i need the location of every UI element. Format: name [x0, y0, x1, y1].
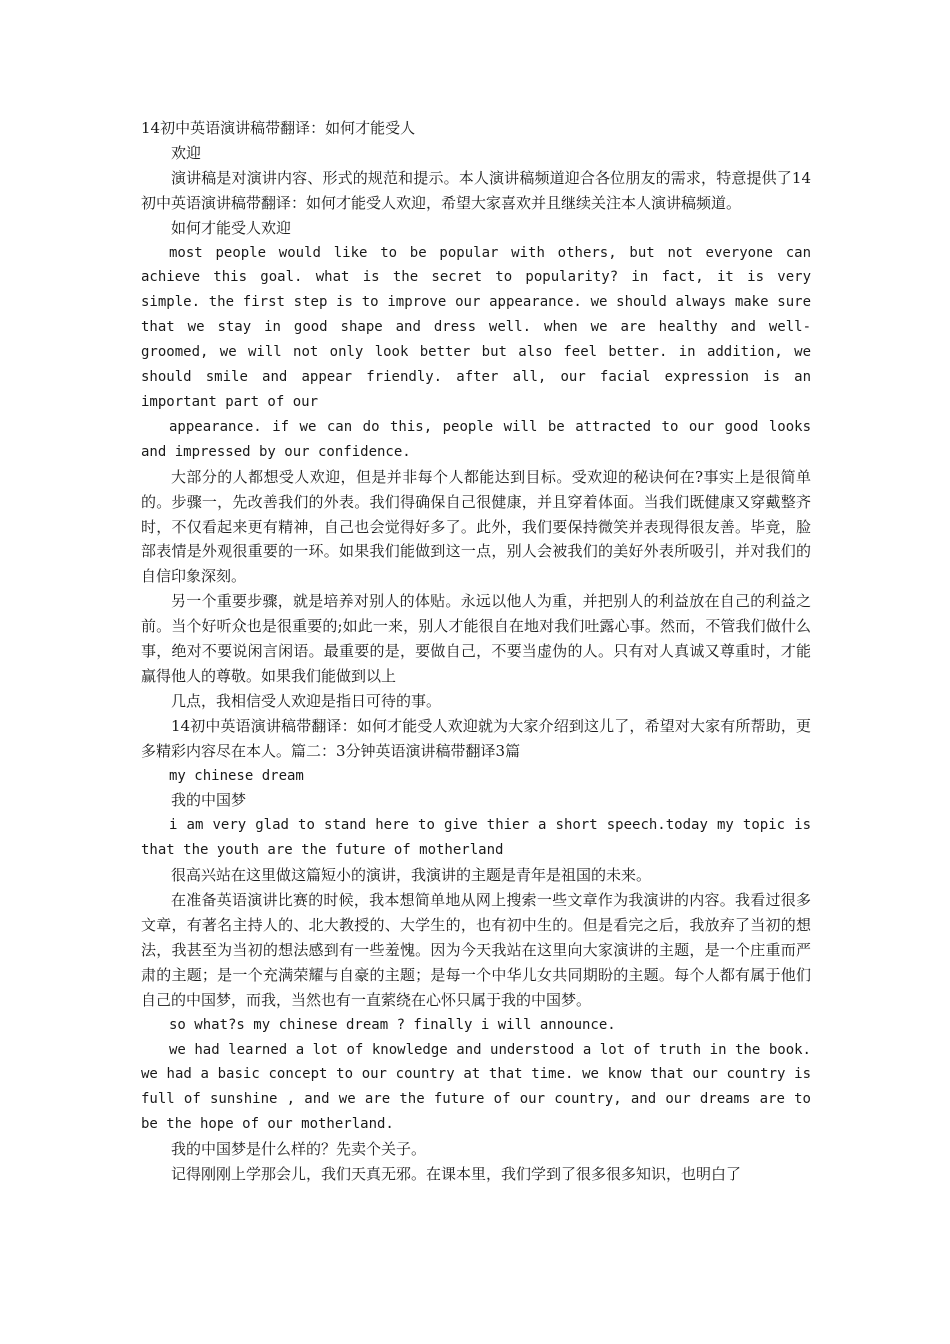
paragraph: 欢迎 [171, 143, 202, 162]
section-heading: 我的中国梦 [171, 791, 247, 810]
paragraph: 几点，我相信受人欢迎是指日可待的事。 [171, 691, 442, 710]
paragraph: 另一个重要步骤，就是培养对别人的体贴。永远以他人为重，并把别人的利益放在自己的利益之前。当个好听众也是很重要的;如此一来，别人才能很自在地对我们吐露心事。然而，不管我们做什么事，绝对不要说闲言闲语。最重要的是，要做自己，不要当虚伪的人。只有对人真诚又尊重时，才能赢得他人的尊敬。如果我们能做到以上 [141, 592, 811, 685]
document-page [141, 116, 811, 1187]
paragraph-english: we had learned a lot of knowledge and understood a lot of truth in the book. we had a basic concept to our country at that time. we know that our country is full of sunshine , and we are the future of our country, and our dreams are to be the hope of our motherland. [141, 1041, 811, 1133]
paragraph-english: so what?s my chinese dream ? finally i will announce. [169, 1016, 616, 1033]
paragraph: 我的中国梦是什么样的？先卖个关子。 [171, 1140, 427, 1159]
section-heading-english: my chinese dream [169, 767, 304, 784]
paragraph: 记得刚刚上学那会儿，我们天真无邪。在课本里，我们学到了很多很多知识，也明白了 [171, 1165, 742, 1184]
document-title: 14初中英语演讲稿带翻译：如何才能受人 [141, 119, 416, 137]
paragraph-english: appearance. if we can do this, people will be attracted to our good looks and impressed by our confidence. [141, 418, 811, 460]
paragraph-english: most people would like to be popular with others, but not everyone can achieve this goal. what is the secret to popularity? in fact, it is very simple. the first step is to improve our appearance. we should always make sure that we stay in good shape and dress well. when we are healthy and well-groomed, we will not only look better but also feel better. in addition, we should smile and appear friendly. after all, our facial expression is an important part of our [141, 244, 811, 410]
paragraph: 演讲稿是对演讲内容、形式的规范和提示。本人演讲稿频道迎合各位朋友的需求，特意提供了14初中英语演讲稿带翻译：如何才能受人欢迎，希望大家喜欢并且继续关注本人演讲稿频道。 [141, 168, 811, 212]
paragraph-english: i am very glad to stand here to give thier a short speech.today my topic is that the youth are the future of motherland [141, 817, 811, 859]
paragraph: 在准备英语演讲比赛的时候，我本想简单地从网上搜索一些文章作为我演讲的内容。我看过很多文章，有著名主持人的、北大教授的、大学生的，也有初中生的。但是看完之后，我放弃了当初的想法，我甚至为当初的想法感到有一些羞愧。因为今天我站在这里向大家演讲的主题，是一个庄重而严肃的主题；是一个充满荣耀与自豪的主题；是每一个中华儿女共同期盼的主题。每个人都有属于他们自己的中国梦，而我，当然也有一直萦绕在心怀只属于我的中国梦。 [141, 891, 811, 1009]
paragraph: 14初中英语演讲稿带翻译：如何才能受人欢迎就为大家介绍到这儿了，希望对大家有所帮助，更多精彩内容尽在本人。篇二：3分钟英语演讲稿带翻译3篇 [141, 716, 811, 760]
paragraph: 大部分的人都想受人欢迎，但是并非每个人都能达到目标。受欢迎的秘诀何在?事实上是很简单的。步骤一，先改善我们的外表。我们得确保自己很健康，并且穿着体面。当我们既健康又穿戴整齐时，不仅看起来更有精神，自己也会觉得好多了。此外，我们要保持微笑并表现得很友善。毕竟，脸部表情是外观很重要的一环。如果我们能做到这一点，别人会被我们的美好外表所吸引，并对我们的自信印象深刻。 [141, 467, 811, 586]
paragraph: 很高兴站在这里做这篇短小的演讲，我演讲的主题是青年是祖国的未来。 [171, 866, 652, 885]
section-heading: 如何才能受人欢迎 [171, 218, 292, 237]
